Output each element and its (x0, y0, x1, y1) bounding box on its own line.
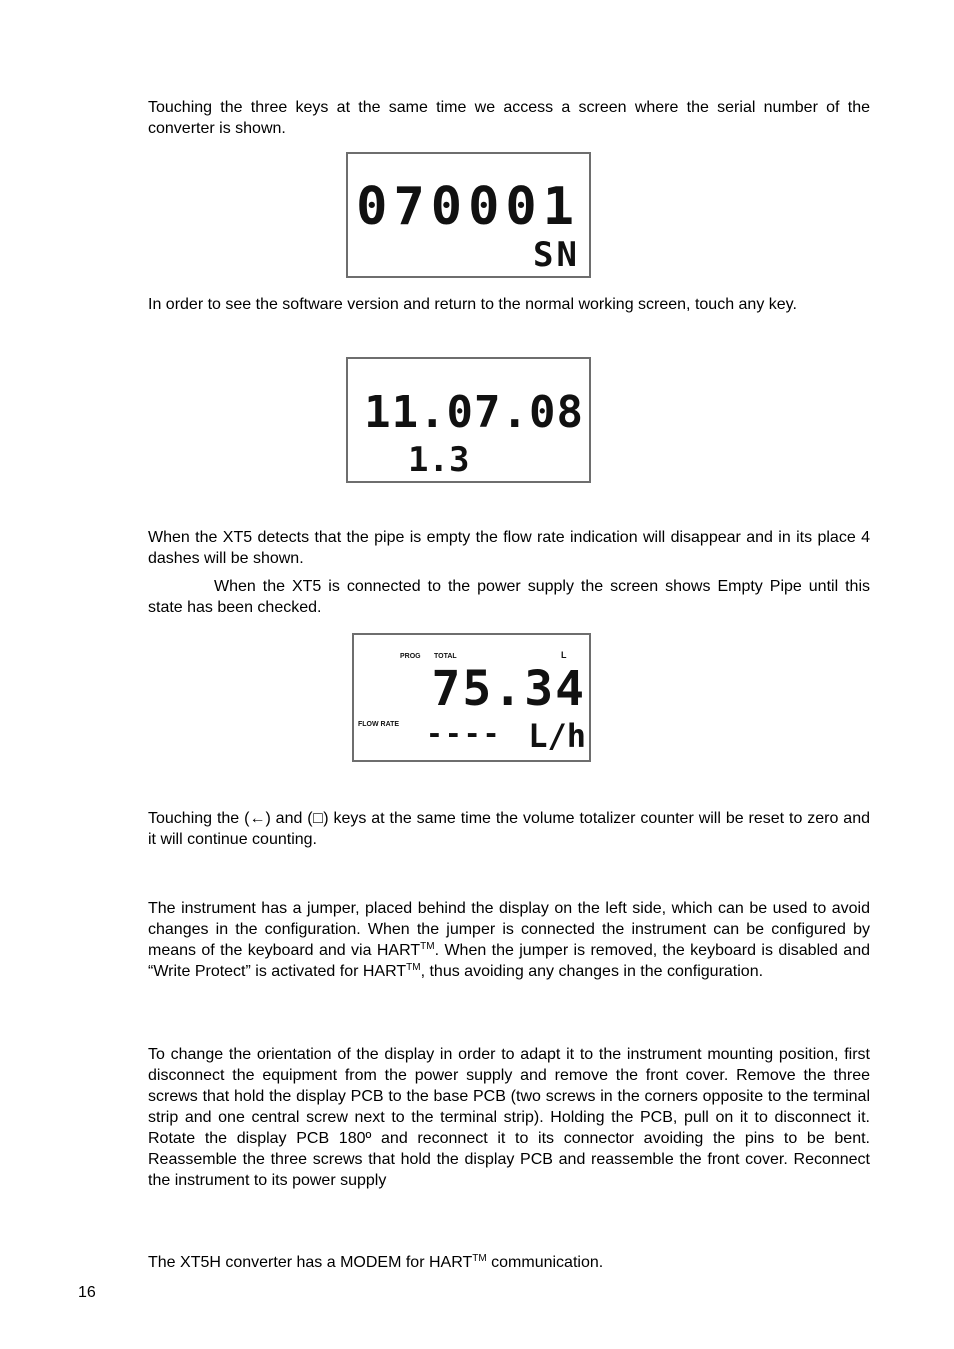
lcd-total-unit: L (561, 650, 567, 660)
jumper-text-3: , thus avoiding any changes in the configuration. (420, 963, 764, 980)
lcd-serial-number (346, 152, 591, 278)
lcd-total-label: TOTAL (434, 653, 457, 660)
lcd-serial-main: 070001 (356, 177, 580, 237)
paragraph-totalizer-reset: Touching the (←) and (□) keys at the same time the volume totalizer counter will be reset to zero and it will continue counting. (148, 810, 870, 848)
jumper-text-2: . When the jumper is removed, the keyboard is disabled and “Write Protect” is activated for HART (148, 942, 871, 980)
paragraph-power-supply: When the XT5 is connected to the power supply the screen shows Empty Pipe until this state has been checked. (148, 578, 870, 616)
lcd-flow-dashes: ---- (426, 717, 502, 750)
paragraph-software-version: In order to see the software version and return to the normal working screen, touch any key. (148, 296, 797, 313)
paragraph-serial-number: Touching the three keys at the same time we access a screen where the serial number of the converter is shown. (148, 99, 870, 137)
lcd-flow-rate-label: FLOW RATE (358, 721, 400, 728)
lcd-serial-sub: SN (533, 235, 580, 275)
modem-text-1: The XT5H converter has a MODEM for HART (148, 1254, 473, 1271)
jumper-text-1: The instrument has a jumper, placed behind the display on the left side, which can be used to avoid changes in the configuration. When the jumper is connected the instrument can be configured by means of the keyboard and via HART (148, 900, 870, 959)
lcd-version-main: 11.07.08 (364, 387, 584, 438)
paragraph-modem (148, 1252, 870, 1273)
modem-text-2: communication. (486, 1254, 604, 1271)
paragraph-display-orientation: To change the orientation of the display in order to adapt it to the instrument mounting position, first disconnect the equipment from the power supply and remove the front cover. Remove the three screws that hold the display PCB to the base PCB (two screws in the corners opposite to the terminal strip and one central screw next to the terminal strip). Holding the PCB, pull on it to disconnect it. Rotate the display PCB 180º and reconnect it to its connector avoiding the pins to be bent. Reassemble the three screws that hold the display PCB and reassemble the front cover. Reconnect the instrument to its power supply (148, 1046, 870, 1189)
lcd-flow-rate (352, 633, 591, 762)
tm-mark: TM (472, 1253, 487, 1264)
lcd-software-version (346, 357, 591, 483)
lcd-total-value: 75.34 (431, 661, 586, 717)
paragraph-jumper (148, 898, 870, 982)
tm-mark: TM (420, 941, 435, 952)
lcd-prog-label: PROG (400, 653, 421, 660)
lcd-flow-unit: L/h (528, 717, 586, 755)
lcd-version-sub: 1.3 (408, 440, 470, 480)
tm-mark: TM (406, 962, 421, 973)
page-number: 16 (78, 1284, 96, 1301)
paragraph-empty-pipe: When the XT5 detects that the pipe is empty the flow rate indication will disappear and in its place 4 dashes will be shown. (148, 529, 870, 567)
